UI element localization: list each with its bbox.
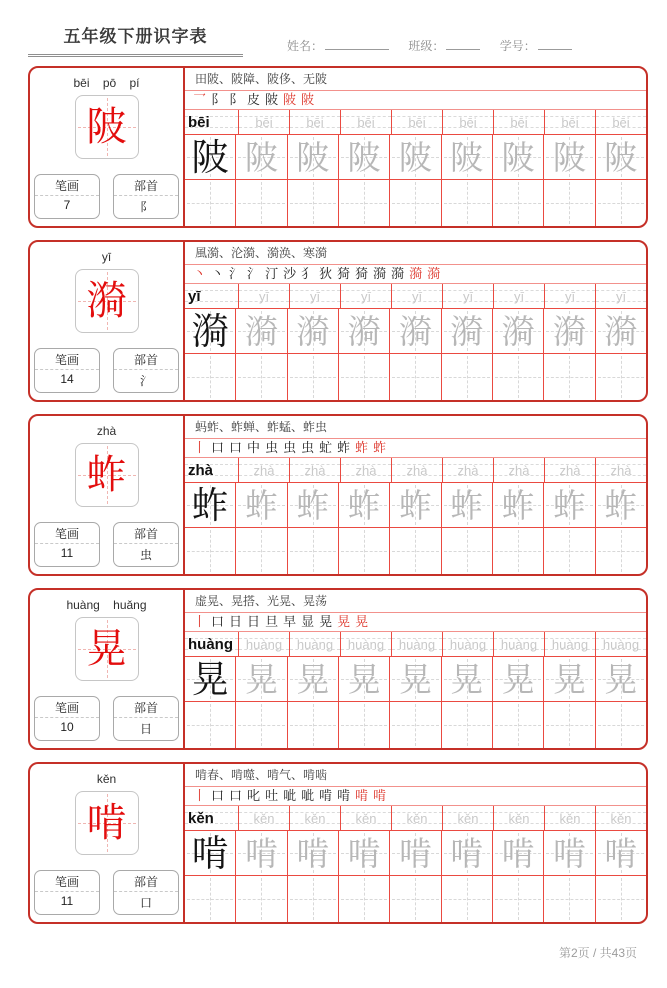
empty-practice-cell: [288, 180, 339, 226]
example-words: 田陂、陂障、陂侈、无陂: [185, 68, 646, 91]
pinyin-cell: huàng: [596, 632, 646, 656]
stroke-order-step: 丶: [193, 266, 207, 282]
radical-box: [113, 174, 179, 219]
empty-practice-row: [185, 702, 646, 748]
empty-practice-cell: [390, 354, 441, 400]
character-cell: 啃: [493, 831, 544, 875]
stroke-order-step: 呲: [301, 788, 315, 804]
entry-info-panel: [30, 590, 185, 748]
character-cell: 啃: [390, 831, 441, 875]
stroke-order-step: 啃: [319, 788, 333, 804]
entry-info-panel: [30, 764, 185, 922]
character-cell: 陂: [236, 135, 287, 179]
radical-label: 部首: [114, 175, 178, 196]
character-cell: 漪: [596, 309, 646, 353]
empty-practice-cell: [236, 528, 287, 574]
empty-practice-row: [185, 354, 646, 400]
pinyin-cell: huàng: [494, 632, 545, 656]
empty-practice-cell: [596, 180, 646, 226]
character-cell: 陂: [390, 135, 441, 179]
empty-practice-cell: [596, 702, 646, 748]
class-blank-line: [446, 38, 480, 50]
example-words: 啃春、啃噬、啃气、啃啮: [185, 764, 646, 787]
empty-practice-cell: [339, 528, 390, 574]
stroke-order-row: [185, 439, 646, 458]
pinyin-cell: yī: [341, 284, 392, 308]
empty-practice-cell: [544, 354, 595, 400]
pinyin-cell: kěn: [596, 806, 646, 830]
stroke-order-step: 口: [211, 440, 225, 456]
student-id-label: 学号：: [499, 39, 536, 53]
character-practice-row: [185, 483, 646, 528]
pinyin-cell: zhà: [494, 458, 545, 482]
empty-practice-row: [185, 180, 646, 226]
character-entry: [28, 762, 648, 924]
character-entry: [28, 414, 648, 576]
pinyin-cell: huàng: [545, 632, 596, 656]
character-cell: 蚱: [185, 483, 236, 527]
character-cell: 陂: [288, 135, 339, 179]
character-cell: 蚱: [493, 483, 544, 527]
entry-meta: [34, 522, 179, 567]
pinyin-cell: kěn: [545, 806, 596, 830]
pinyin-cell: kěn: [443, 806, 494, 830]
entry-pinyin-label: kěn: [96, 772, 117, 786]
name-blank-line: [325, 38, 389, 50]
stroke-count-value: 11: [60, 546, 74, 560]
character-cell: 蚱: [442, 483, 493, 527]
character-entry: [28, 240, 648, 402]
radical-value: 日: [139, 722, 152, 736]
pinyin-cell: yī: [239, 284, 290, 308]
stroke-count-label: 笔画: [35, 349, 99, 370]
stroke-order-step: 虫: [283, 440, 297, 456]
pinyin-cell: bēi: [392, 110, 443, 134]
empty-practice-cell: [442, 702, 493, 748]
character-cell: 晃: [442, 657, 493, 701]
stroke-order-step: 口: [211, 614, 225, 630]
character-entry: [28, 66, 648, 228]
pinyin-cell: kěn: [290, 806, 341, 830]
character-display-box: [75, 791, 139, 855]
empty-practice-cell: [288, 354, 339, 400]
entry-info-panel: [30, 68, 185, 226]
empty-practice-row: [185, 876, 646, 922]
stroke-order-step: 漪: [409, 266, 423, 282]
stroke-count-value: 14: [60, 372, 74, 386]
pinyin-cell: yī: [185, 284, 239, 308]
pinyin-cell: zhà: [341, 458, 392, 482]
entry-character: 蚱: [86, 452, 127, 498]
stroke-order-step: 口: [211, 788, 225, 804]
stroke-order-step: 蚱: [373, 440, 387, 456]
character-practice-row: [185, 135, 646, 180]
character-display-box: [75, 617, 139, 681]
student-id-field: [500, 39, 572, 53]
character-cell: 晃: [288, 657, 339, 701]
pinyin-cell: bēi: [239, 110, 290, 134]
stroke-order-step: 虻: [319, 440, 333, 456]
radical-value: 口: [139, 896, 152, 910]
character-practice-row: [185, 309, 646, 354]
pinyin-practice-row: [185, 632, 646, 657]
practice-panel: [185, 590, 646, 748]
stroke-order-step: 犭: [301, 266, 315, 282]
empty-practice-cell: [390, 876, 441, 922]
stroke-order-step: 沙: [283, 266, 297, 282]
empty-practice-cell: [544, 528, 595, 574]
stroke-order-step: 氵: [247, 266, 261, 282]
stroke-count-box: [34, 696, 100, 741]
stroke-order-step: 叱: [247, 788, 261, 804]
character-cell: 漪: [339, 309, 390, 353]
character-cell: 晃: [493, 657, 544, 701]
character-cell: 蚱: [544, 483, 595, 527]
stroke-order-step: 日: [247, 614, 261, 630]
stroke-order-step: 陂: [301, 92, 315, 108]
pinyin-cell: huàng: [239, 632, 290, 656]
stroke-order-step: 陂: [283, 92, 297, 108]
empty-practice-cell: [185, 354, 236, 400]
entry-character: 晃: [86, 626, 127, 672]
radical-value: 氵: [139, 374, 152, 388]
stroke-order-step: 早: [283, 614, 297, 630]
pinyin-practice-row: [185, 458, 646, 483]
empty-practice-cell: [596, 528, 646, 574]
stroke-order-step: 晃: [337, 614, 351, 630]
character-cell: 漪: [185, 309, 236, 353]
character-cell: 蚱: [596, 483, 646, 527]
empty-practice-cell: [288, 702, 339, 748]
character-practice-row: [185, 657, 646, 702]
pinyin-cell: kěn: [341, 806, 392, 830]
character-cell: 啃: [442, 831, 493, 875]
radical-label: 部首: [114, 349, 178, 370]
character-entry: [28, 588, 648, 750]
stroke-order-step: 蚱: [355, 440, 369, 456]
empty-practice-cell: [236, 180, 287, 226]
stroke-count-value: 7: [63, 198, 71, 212]
stroke-order-step: 丶: [211, 266, 225, 282]
radical-label: 部首: [114, 871, 178, 892]
stroke-order-step: 晃: [319, 614, 333, 630]
radical-value: 虫: [139, 548, 152, 562]
stroke-order-step: 乛: [193, 92, 207, 108]
entry-character: 漪: [86, 278, 127, 324]
practice-panel: [185, 242, 646, 400]
pinyin-cell: yī: [494, 284, 545, 308]
character-cell: 陂: [442, 135, 493, 179]
character-cell: 漪: [493, 309, 544, 353]
name-field: [287, 39, 389, 53]
pinyin-cell: huàng: [341, 632, 392, 656]
stroke-count-label: 笔画: [35, 697, 99, 718]
stroke-order-step: 漪: [427, 266, 441, 282]
stroke-order-row: [185, 91, 646, 110]
stroke-order-step: 虫: [301, 440, 315, 456]
stroke-order-step: 皮: [247, 92, 261, 108]
stroke-order-step: 漪: [373, 266, 387, 282]
stroke-count-value: 10: [60, 720, 74, 734]
character-cell: 晃: [596, 657, 646, 701]
empty-practice-cell: [185, 528, 236, 574]
class-field: [408, 39, 480, 53]
pinyin-cell: bēi: [290, 110, 341, 134]
pinyin-cell: zhà: [185, 458, 239, 482]
character-cell: 漪: [442, 309, 493, 353]
character-cell: 啃: [596, 831, 646, 875]
entry-pinyin-label: zhà: [96, 424, 117, 438]
pinyin-cell: zhà: [443, 458, 494, 482]
radical-label: 部首: [114, 697, 178, 718]
empty-practice-cell: [544, 702, 595, 748]
character-cell: 晃: [390, 657, 441, 701]
character-cell: 啃: [288, 831, 339, 875]
pinyin-cell: bēi: [596, 110, 646, 134]
empty-practice-cell: [185, 180, 236, 226]
entry-meta: [34, 174, 179, 219]
character-practice-row: [185, 831, 646, 876]
stroke-order-row: [185, 265, 646, 284]
entry-meta: [34, 696, 179, 741]
pinyin-practice-row: [185, 110, 646, 135]
character-cell: 陂: [493, 135, 544, 179]
stroke-order-step: 丨: [193, 440, 207, 456]
example-words: 蚂蚱、蚱蝉、蚱蜢、蚱虫: [185, 416, 646, 439]
pinyin-cell: zhà: [239, 458, 290, 482]
practice-panel: [185, 764, 646, 922]
pinyin-cell: zhà: [290, 458, 341, 482]
stroke-order-step: 丨: [193, 788, 207, 804]
page-title: 五年级下册识字表: [63, 27, 208, 46]
empty-practice-cell: [442, 876, 493, 922]
pinyin-cell: huàng: [443, 632, 494, 656]
empty-practice-cell: [442, 180, 493, 226]
empty-practice-cell: [493, 528, 544, 574]
entry-pinyin-label: yī: [101, 250, 112, 264]
character-cell: 蚱: [236, 483, 287, 527]
stroke-order-step: 晃: [355, 614, 369, 630]
character-display-box: [75, 95, 139, 159]
stroke-count-box: [34, 174, 100, 219]
stroke-order-step: 显: [301, 614, 315, 630]
stroke-count-box: [34, 522, 100, 567]
empty-practice-cell: [236, 354, 287, 400]
character-cell: 陂: [185, 135, 236, 179]
practice-panel: [185, 416, 646, 574]
class-label: 班级：: [408, 39, 445, 53]
radical-box: [113, 870, 179, 915]
radical-box: [113, 696, 179, 741]
character-cell: 蚱: [390, 483, 441, 527]
pinyin-cell: zhà: [596, 458, 646, 482]
stroke-order-step: 猗: [355, 266, 369, 282]
entry-info-panel: [30, 242, 185, 400]
name-label: 姓名：: [287, 39, 324, 53]
empty-practice-cell: [493, 354, 544, 400]
character-cell: 啃: [236, 831, 287, 875]
empty-practice-cell: [596, 876, 646, 922]
stroke-order-step: 呲: [283, 788, 297, 804]
empty-practice-cell: [442, 528, 493, 574]
pinyin-cell: huàng: [185, 632, 239, 656]
empty-practice-cell: [544, 876, 595, 922]
empty-practice-cell: [185, 876, 236, 922]
stroke-order-step: 吐: [265, 788, 279, 804]
empty-practice-cell: [390, 702, 441, 748]
entry-meta: [34, 870, 179, 915]
entry-info-panel: [30, 416, 185, 574]
character-cell: 晃: [339, 657, 390, 701]
pinyin-cell: kěn: [494, 806, 545, 830]
pinyin-cell: yī: [392, 284, 443, 308]
example-words: 虚晃、晃搭、光晃、晃荡: [185, 590, 646, 613]
character-cell: 陂: [339, 135, 390, 179]
character-cell: 蚱: [339, 483, 390, 527]
stroke-order-step: 阝: [211, 92, 225, 108]
empty-practice-cell: [339, 354, 390, 400]
empty-practice-cell: [544, 180, 595, 226]
character-cell: 漪: [544, 309, 595, 353]
character-cell: 啃: [185, 831, 236, 875]
pinyin-cell: bēi: [185, 110, 239, 134]
pinyin-practice-row: [185, 806, 646, 831]
stroke-order-step: 氵: [229, 266, 243, 282]
stroke-order-step: 丨: [193, 614, 207, 630]
stroke-count-box: [34, 348, 100, 393]
practice-panel: [185, 68, 646, 226]
stroke-order-step: 猗: [337, 266, 351, 282]
character-cell: 晃: [185, 657, 236, 701]
stroke-order-step: 狄: [319, 266, 333, 282]
entry-pinyin-label: huàng huǎng: [66, 598, 147, 612]
stroke-order-step: 中: [247, 440, 261, 456]
pinyin-practice-row: [185, 284, 646, 309]
stroke-order-step: 蚱: [337, 440, 351, 456]
empty-practice-cell: [493, 180, 544, 226]
stroke-order-step: 漪: [391, 266, 405, 282]
character-cell: 漪: [390, 309, 441, 353]
entry-character: 啃: [86, 800, 127, 846]
pinyin-cell: yī: [596, 284, 646, 308]
empty-practice-cell: [442, 354, 493, 400]
radical-box: [113, 522, 179, 567]
empty-practice-cell: [288, 876, 339, 922]
pinyin-cell: kěn: [239, 806, 290, 830]
character-cell: 漪: [288, 309, 339, 353]
empty-practice-cell: [339, 702, 390, 748]
stroke-order-row: [185, 613, 646, 632]
empty-practice-cell: [288, 528, 339, 574]
character-cell: 蚱: [288, 483, 339, 527]
example-words: 風漪、沦漪、漪涣、寒漪: [185, 242, 646, 265]
pinyin-cell: yī: [545, 284, 596, 308]
empty-practice-cell: [493, 702, 544, 748]
stroke-order-step: 旦: [265, 614, 279, 630]
pinyin-cell: bēi: [545, 110, 596, 134]
pinyin-cell: bēi: [443, 110, 494, 134]
pinyin-cell: kěn: [392, 806, 443, 830]
character-cell: 陂: [544, 135, 595, 179]
radical-label: 部首: [114, 523, 178, 544]
stroke-count-label: 笔画: [35, 175, 99, 196]
radical-value: 阝: [139, 200, 152, 214]
stroke-order-step: 啃: [373, 788, 387, 804]
stroke-order-step: 啃: [337, 788, 351, 804]
pinyin-cell: yī: [443, 284, 494, 308]
character-cell: 陂: [596, 135, 646, 179]
pinyin-cell: huàng: [392, 632, 443, 656]
stroke-order-step: 陂: [265, 92, 279, 108]
pinyin-cell: yī: [290, 284, 341, 308]
page-number: 第2页 / 共43页: [558, 946, 637, 960]
student-id-blank-line: [538, 38, 572, 50]
stroke-order-step: 口: [229, 440, 243, 456]
stroke-order-step: 阝: [229, 92, 243, 108]
entry-meta: [34, 348, 179, 393]
stroke-order-step: 日: [229, 614, 243, 630]
stroke-count-value: 11: [60, 894, 74, 908]
character-cell: 晃: [544, 657, 595, 701]
pinyin-cell: huàng: [290, 632, 341, 656]
character-cell: 漪: [236, 309, 287, 353]
character-cell: 啃: [339, 831, 390, 875]
pinyin-cell: bēi: [494, 110, 545, 134]
pinyin-cell: zhà: [545, 458, 596, 482]
stroke-order-step: 口: [229, 788, 243, 804]
empty-practice-cell: [493, 876, 544, 922]
title-block: [28, 22, 243, 57]
character-display-box: [75, 443, 139, 507]
character-display-box: [75, 269, 139, 333]
entry-character: 陂: [86, 104, 127, 150]
stroke-order-step: 啃: [355, 788, 369, 804]
stroke-count-label: 笔画: [35, 523, 99, 544]
entry-pinyin-label: bēi pō pí: [73, 76, 140, 90]
student-info-fields: [287, 37, 588, 54]
empty-practice-cell: [596, 354, 646, 400]
character-cell: 晃: [236, 657, 287, 701]
empty-practice-cell: [390, 180, 441, 226]
empty-practice-row: [185, 528, 646, 574]
stroke-order-step: 汀: [265, 266, 279, 282]
stroke-order-row: [185, 787, 646, 806]
stroke-count-label: 笔画: [35, 871, 99, 892]
empty-practice-cell: [236, 702, 287, 748]
pinyin-cell: bēi: [341, 110, 392, 134]
empty-practice-cell: [185, 702, 236, 748]
empty-practice-cell: [339, 876, 390, 922]
pinyin-cell: zhà: [392, 458, 443, 482]
pinyin-cell: kěn: [185, 806, 239, 830]
empty-practice-cell: [236, 876, 287, 922]
worksheet-sections: [28, 66, 648, 936]
radical-box: [113, 348, 179, 393]
stroke-order-step: 虫: [265, 440, 279, 456]
empty-practice-cell: [339, 180, 390, 226]
stroke-count-box: [34, 870, 100, 915]
empty-practice-cell: [390, 528, 441, 574]
character-cell: 啃: [544, 831, 595, 875]
